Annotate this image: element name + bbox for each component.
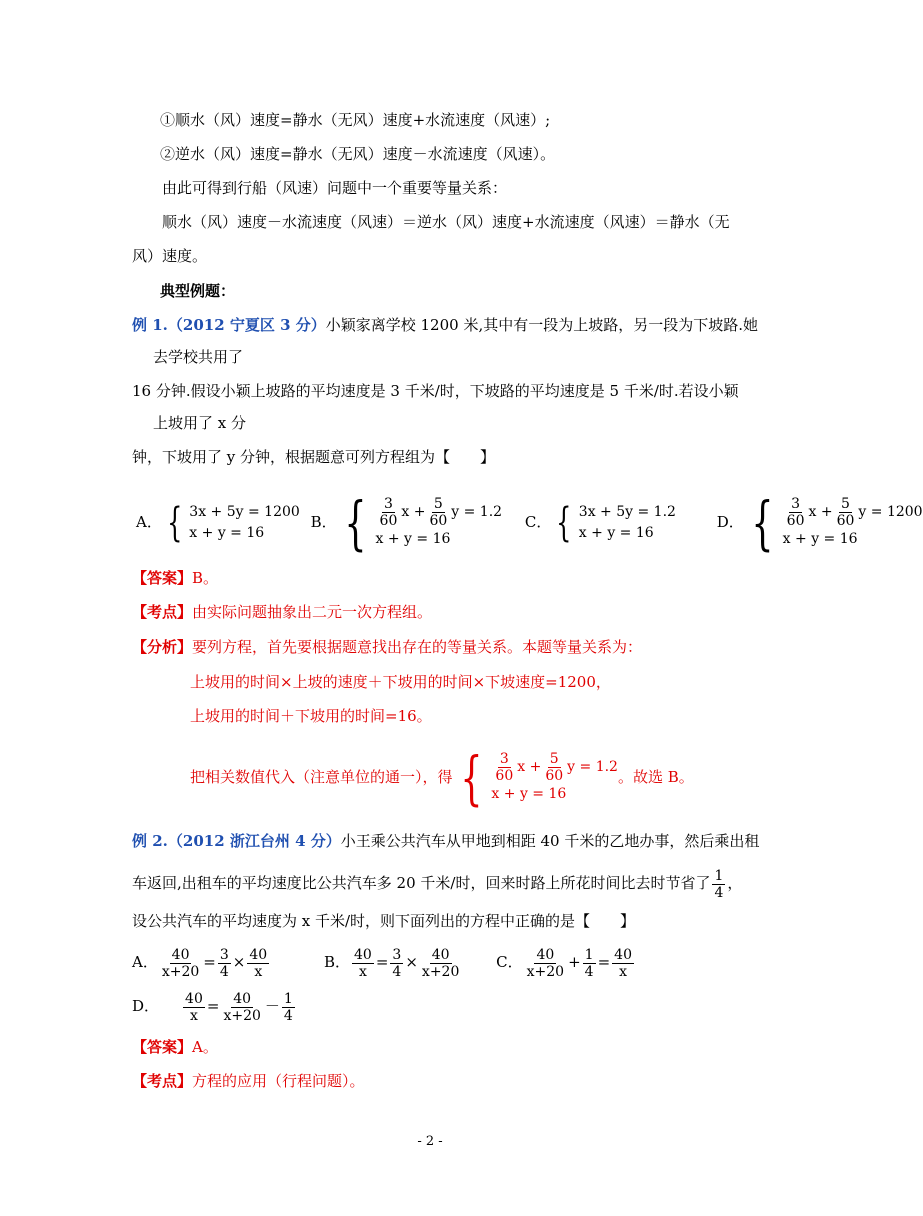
frac-num: 40 [171, 946, 190, 963]
rule-summary: 由此可得到行船（风速）问题中一个重要等量关系： [162, 179, 508, 197]
option-d [716, 489, 923, 557]
frac-den: 60 [836, 513, 855, 529]
example-2-answer [132, 1036, 218, 1058]
brace-icon: { [751, 489, 774, 557]
rule-1: ①顺水（风）速度=静水（无风）速度+水流速度（风速）; [160, 111, 551, 129]
answer-value: A。 [192, 1038, 218, 1056]
option-2a [132, 946, 276, 980]
frac-num: 1 [584, 946, 594, 963]
example-1-line-4: 上坡用了 x 分 [153, 414, 246, 432]
option-a-eq1: 3x + 5y = 1200 [189, 504, 300, 520]
option-a-system [162, 502, 300, 544]
frac-num: 40 [431, 946, 450, 963]
frac-num: 3 [219, 946, 229, 963]
option-2b [323, 946, 468, 980]
frac-den: x [358, 963, 367, 980]
example-1-line-5: 钟，下坡用了 y 分钟，根据题意可列方程组为【 】 [132, 448, 496, 466]
option-b-label: B． [310, 513, 337, 531]
answer-value: B。 [192, 569, 219, 587]
option-d-label: D． [716, 513, 744, 531]
example-1-analysis-2: 上坡用的时间×上坡的速度＋下坡用的时间×下坡速度=1200， [190, 673, 611, 691]
frac-num: 1 [714, 867, 724, 884]
op: = [375, 953, 389, 971]
frac-den: 60 [495, 768, 514, 784]
analysis-text: 要列方程，首先要根据题意找出存在的等量关系。本题等量关系为： [192, 638, 643, 656]
frac-num: 5 [549, 751, 559, 767]
example-1-answer [132, 567, 218, 589]
example-1-analysis-4 [190, 742, 694, 812]
frac-num: 3 [383, 496, 393, 512]
example-2-label: 例 2.（2012 浙江台州 4 分） [132, 832, 341, 850]
brace-icon: { [556, 500, 572, 546]
analysis-eq2: x + y = 16 [491, 786, 567, 802]
example-2-text-2: 车返回,出租车的平均速度比公共汽车多 20 千米/时，回来时路上所花时间比去时节省了 [132, 874, 711, 892]
frac-den: x+20 [421, 963, 460, 980]
term: x + [517, 759, 542, 775]
frac-num: 5 [841, 496, 850, 512]
frac-den: x [619, 963, 628, 980]
frac-den: 4 [219, 963, 229, 980]
example-1-line-3: 16 分钟.假设小颖上坡路的平均速度是 3 千米/时，下坡路的平均速度是 5 千米/时.若设小颖 [132, 382, 739, 400]
point-value: 方程的应用（行程问题）。 [192, 1072, 365, 1090]
example-2-text-1: 小王乘公共汽车从甲地到相距 40 千米的乙地办事，然后乘出租 [340, 832, 760, 850]
option-a [136, 500, 305, 546]
example-1-label: 例 1.（2012 宁夏区 3 分） [132, 316, 326, 334]
point-tag: 【考点】 [132, 603, 193, 621]
answer-tag: 【答案】 [132, 569, 193, 587]
op: = [206, 997, 220, 1015]
option-2c [496, 946, 636, 980]
frac-den: x [189, 1007, 198, 1024]
point-tag: 【考点】 [132, 1072, 193, 1090]
frac-num: 40 [233, 990, 252, 1007]
frac-den: 4 [714, 884, 724, 901]
frac-num: 40 [249, 946, 268, 963]
frac-den: 60 [545, 768, 564, 784]
op: + [568, 953, 581, 971]
option-d-system [744, 489, 923, 557]
frac-num: 40 [185, 990, 203, 1007]
example-1-options [136, 489, 923, 557]
analysis-4-text: 把相关数值代入（注意单位的通一），得 [190, 768, 453, 786]
frac-num: 40 [354, 946, 372, 963]
example-2-line-3: 设公共汽车的平均速度为 x 千米/时，则下面列出的方程中正确的是【 】 [132, 912, 636, 930]
frac-den: x+20 [526, 963, 565, 980]
option-2a-label: A． [132, 953, 158, 971]
example-1-point [132, 601, 432, 623]
rule-relation: 顺水（风）速度－水流速度（风速）＝逆水（风）速度+水流速度（风速）＝静水（无 [162, 213, 730, 231]
option-c-system [551, 502, 676, 544]
option-b-system [337, 489, 503, 557]
op: = [597, 953, 611, 971]
frac-num: 40 [536, 946, 555, 963]
frac-den: 60 [786, 513, 805, 529]
brace-icon: { [166, 500, 183, 546]
rule-2: ②逆水（风）速度=静水（无风）速度－水流速度（风速）。 [160, 145, 556, 163]
frac-den: 4 [392, 963, 402, 980]
frac-num: 5 [433, 496, 443, 512]
option-c-eq2: x + y = 16 [578, 525, 654, 541]
term: y = 1.2 [567, 759, 618, 775]
option-b [310, 489, 507, 557]
op: － [264, 997, 280, 1015]
term: x + [808, 504, 833, 520]
option-2b-label: B． [323, 953, 351, 971]
frac-num: 3 [791, 496, 801, 512]
example-1-text-1: 小颖家离学校 1200 米,其中有一段为上坡路，另一段为下坡路.她 [325, 316, 758, 334]
analysis-system [453, 744, 618, 812]
example-2-options-abc [132, 942, 636, 982]
frac-den: 60 [429, 513, 448, 529]
rule-relation-cont: 风）速度。 [132, 247, 208, 265]
example-1-analysis-3: 上坡用的时间＋下坡用的时间=16。 [190, 707, 432, 725]
op: × [232, 953, 246, 971]
op: = [203, 953, 216, 971]
option-a-label: A． [136, 513, 162, 531]
example-1-line-2: 去学校共用了 [153, 348, 244, 366]
example-2-text-2b: ， [727, 874, 743, 892]
op: × [405, 953, 418, 971]
frac-den: 4 [283, 1007, 293, 1024]
point-value: 由实际问题抽象出二元一次方程组。 [192, 603, 433, 621]
option-b-eq2: x + y = 16 [375, 531, 451, 547]
term: y = 1.2 [451, 504, 503, 520]
frac-den: x+20 [223, 1007, 261, 1024]
page-number: - 2 - [417, 1134, 443, 1149]
analysis-4-end: 。故选 B。 [617, 768, 694, 786]
frac-num: 3 [499, 751, 509, 767]
example-2-line-2 [132, 866, 742, 906]
frac-den: 60 [379, 513, 398, 529]
option-a-eq2: x + y = 16 [189, 525, 265, 541]
frac-den: 4 [584, 963, 594, 980]
brace-icon: { [344, 489, 367, 557]
term: y = 1200 [858, 504, 923, 520]
brace-icon: { [459, 744, 483, 812]
example-1-line-1 [132, 314, 758, 336]
analysis-tag: 【分析】 [132, 638, 193, 656]
answer-tag: 【答案】 [132, 1038, 193, 1056]
option-c-eq1: 3x + 5y = 1.2 [578, 504, 676, 520]
option-c [524, 500, 681, 546]
example-2-option-d [132, 986, 297, 1026]
option-2d-label: D． [132, 997, 160, 1015]
frac-den: x [254, 963, 263, 980]
frac-num: 3 [392, 946, 402, 963]
example-2-point [132, 1070, 365, 1092]
example-2-line-1 [132, 830, 759, 852]
frac-num: 40 [614, 946, 632, 963]
frac-num: 1 [283, 990, 293, 1007]
frac-den: x+20 [161, 963, 200, 980]
option-2c-label: C． [496, 953, 523, 971]
section-heading: 典型例题： [160, 282, 236, 300]
term: x + [401, 504, 426, 520]
example-1-analysis [132, 636, 642, 658]
option-c-label: C． [524, 513, 552, 531]
option-d-eq2: x + y = 16 [782, 531, 858, 547]
